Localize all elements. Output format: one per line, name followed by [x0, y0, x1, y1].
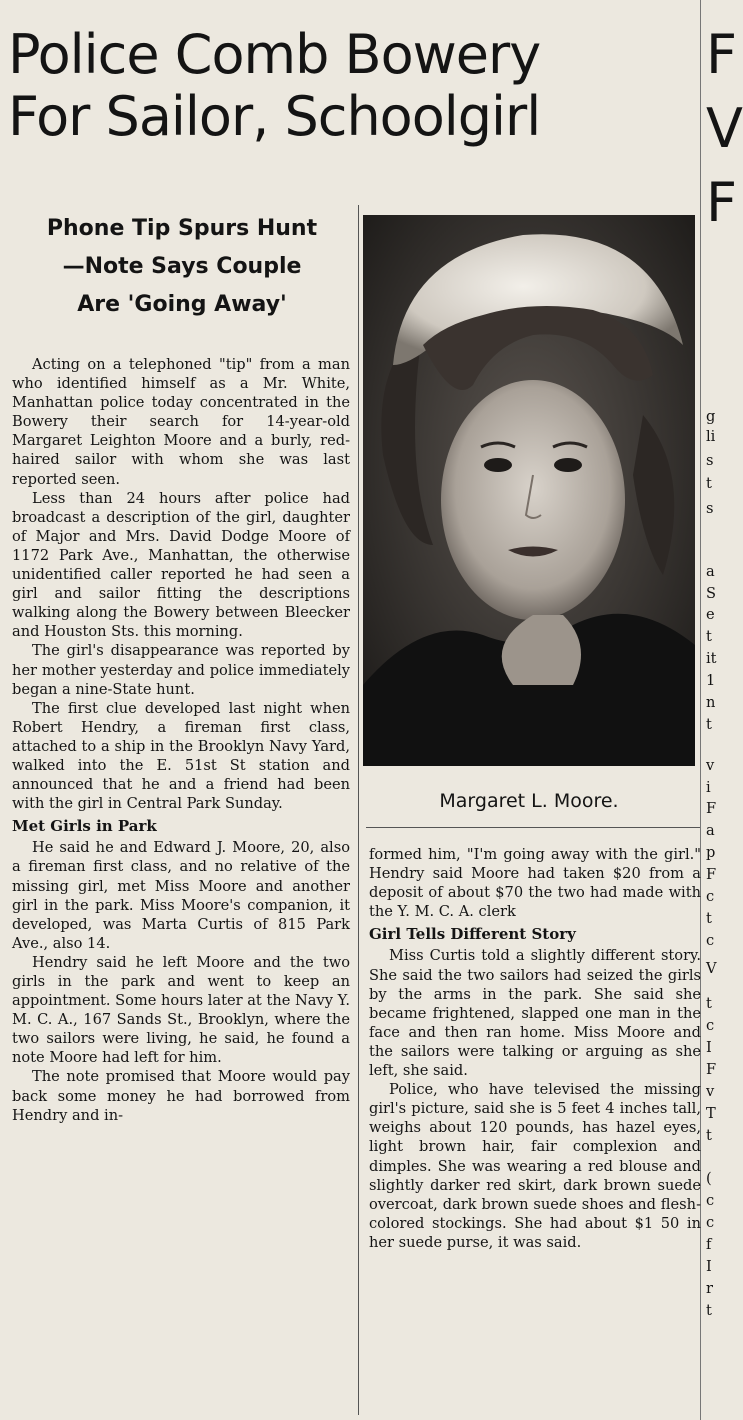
edge-fragment: n	[706, 694, 716, 711]
paragraph: Hendry said he left Moore and the two girls in the park and went to keep an appointment. Some hours later at the Navy Y. M. C. A., 167 Sands St., Brooklyn, where the two sailors were living, he said, he found a note Moore had left for him.	[12, 953, 350, 1067]
column-rule	[358, 205, 359, 1415]
edge-fragment: t	[706, 475, 712, 492]
edge-fragment: f	[706, 1236, 712, 1253]
section-heading: Girl Tells Different Story	[369, 925, 576, 944]
edge-fragment: T	[706, 1105, 716, 1122]
edge-letter: V	[706, 97, 743, 160]
article-column-2	[369, 845, 701, 1252]
paragraph: He said he and Edward J. Moore, 20, also a fireman first class, and no relative of the missing girl, met Miss Moore and another girl in the park. Miss Moore's companion, it developed, was Marta Curtis of 815 Park Ave., also 14.	[12, 839, 350, 952]
paragraph: Less than 24 hours after police had broadcast a description of the girl, daughter of Major and Mrs. David Dodge Moore of 1172 Park Ave., Manhattan, the otherwise unidentified caller reported he had seen a girl and sailor fitting the descriptions walking along the Bowery between Bleecker and Houston Sts. this morning.	[12, 489, 350, 641]
edge-fragment: i	[706, 779, 711, 796]
edge-fragment: s	[706, 452, 714, 469]
headline-line-1: Police Comb Bowery	[8, 23, 541, 86]
edge-fragment: S	[706, 585, 716, 602]
edge-fragment: I	[706, 1258, 712, 1275]
edge-fragment: I	[706, 1039, 712, 1056]
edge-fragment: V	[706, 960, 717, 977]
edge-fragment: t	[706, 910, 712, 927]
edge-letter: F	[706, 171, 738, 234]
edge-fragment: e	[706, 606, 715, 623]
edge-fragment: v	[706, 1083, 715, 1100]
paragraph: Miss Curtis told a slightly different story. She said the two sailors had seized the girls by the arms in the park. She said she became frightened, slapped one man in the face and then ran home. Miss Moore and the sailors were talking or arguing as she left, she said.	[369, 947, 701, 1080]
edge-fragment: c	[706, 932, 715, 949]
paragraph: The girl's disappearance was reported by her mother yesterday and police immediately began a nine-State hunt.	[12, 642, 350, 698]
paragraph: Police, who have televised the missing girl's picture, said she is 5 feet 4 inches tall, weighs about 120 pounds, has hazel eyes, light brown hair, fair complexion and dimples. She was wearing a red blouse and slightly darker red skirt, dark brown suede overcoat, dark brown suede shoes and flesh-colored stockings. She had about $1 50 in her suede purse, it was said.	[369, 1081, 701, 1251]
caption-rule	[366, 827, 700, 828]
headline-line-2: For Sailor, Schoolgirl	[8, 85, 541, 148]
paragraph: Acting on a telephoned "tip" from a man who identified himself as a Mr. White, Manhattan police today concentrated in the Bowery their search for 14-year-old Margaret Leighton Moore and a burly, red-haired sailor with whom she was last reported seen.	[12, 356, 350, 488]
paragraph: The note promised that Moore would pay back some money he had borrowed from Hendry and in-	[12, 1068, 350, 1124]
edge-fragment: a	[706, 822, 715, 839]
subheadline-line-2: —Note Says Couple	[62, 254, 302, 279]
subheadline-line-3: Are 'Going Away'	[77, 292, 287, 317]
subheadline-line-1: Phone Tip Spurs Hunt	[46, 216, 318, 241]
edge-fragment: r	[706, 1280, 713, 1297]
edge-fragment: F	[706, 866, 717, 883]
edge-fragment: F	[706, 1061, 717, 1078]
headline	[8, 24, 688, 148]
photo-caption: Margaret L. Moore.	[439, 790, 619, 812]
article-column-1	[12, 355, 350, 1125]
paragraph: formed him, "I'm going away with the girl." Hendry said Moore had taken $20 from a deposit of about $70 the two had made with the Y. M. C. A. clerk	[369, 846, 701, 921]
edge-fragment: s	[706, 500, 714, 517]
edge-fragment: a	[706, 563, 715, 580]
edge-fragment: t	[706, 1302, 712, 1319]
edge-fragment: t	[706, 995, 712, 1012]
edge-fragment: t	[706, 1127, 712, 1144]
paragraph: The first clue developed last night when Robert Hendry, a fireman first class, attached to a ship in the Brooklyn Navy Yard, walked into the E. 51st St station and announced that he and a friend had been with the girl in Central Park Sunday.	[12, 699, 350, 813]
edge-fragment: c	[706, 1192, 715, 1209]
edge-fragment: t	[706, 716, 712, 733]
edge-fragment: 1	[706, 672, 716, 689]
edge-fragment: t	[706, 628, 712, 645]
edge-fragment: c	[706, 888, 715, 905]
edge-fragment: (	[706, 1170, 712, 1187]
edge-letter: F	[706, 23, 738, 86]
edge-fragment: it	[706, 650, 717, 667]
edge-fragment: v	[706, 757, 715, 774]
portrait-image	[363, 215, 695, 766]
edge-fragment: g	[706, 408, 716, 425]
edge-fragment: c	[706, 1214, 715, 1231]
edge-fragment: c	[706, 1017, 715, 1034]
adjacent-article-fragment	[706, 0, 743, 1420]
edge-fragment: li	[706, 428, 716, 445]
subheadline	[12, 210, 352, 324]
section-heading: Met Girls in Park	[12, 817, 157, 836]
portrait-photo	[363, 215, 695, 766]
edge-fragment: p	[706, 844, 716, 861]
edge-fragment: F	[706, 800, 717, 817]
